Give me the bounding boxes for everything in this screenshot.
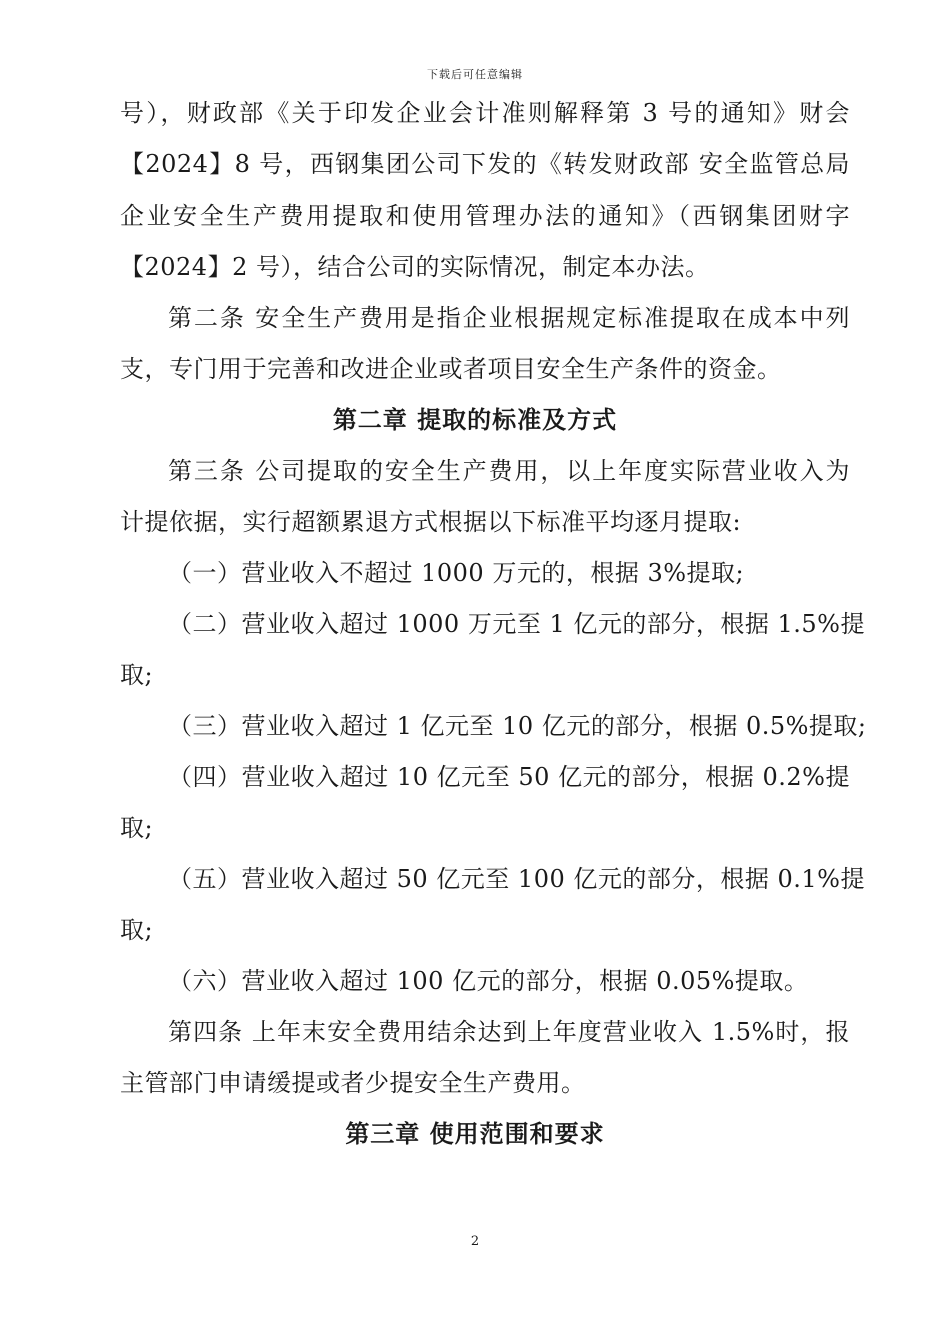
list-item-1: （一）营业收入不超过 1000 万元的，根据 3%提取; xyxy=(168,559,745,587)
list-item-6: （六）营业收入超过 100 亿元的部分，根据 0.05%提取。 xyxy=(168,967,809,995)
paragraph-line: 企业安全生产费用提取和使用管理办法的通知》（西钢集团财字 xyxy=(120,202,850,230)
article-2-line: 支，专门用于完善和改进企业或者项目安全生产条件的资金。 xyxy=(120,355,782,383)
article-3-line: 第三条 公司提取的安全生产费用，以上年度实际营业收入为 xyxy=(168,457,850,485)
list-item-4-cont: 取; xyxy=(120,814,154,842)
paragraph-line: 【2024】8 号，西钢集团公司下发的《转发财政部 安全监管总局 xyxy=(120,150,850,178)
list-item-2: （二）营业收入超过 1000 万元至 1 亿元的部分，根据 1.5%提 xyxy=(168,610,865,638)
chapter-3-heading: 第三章 使用范围和要求 xyxy=(345,1119,605,1148)
page-header: 下载后可任意编辑 xyxy=(427,68,523,81)
article-4-line: 第四条 上年末安全费用结余达到上年度营业收入 1.5%时，报 xyxy=(168,1018,850,1046)
list-item-3: （三）营业收入超过 1 亿元至 10 亿元的部分，根据 0.5%提取; xyxy=(168,712,867,740)
page-number: 2 xyxy=(470,1234,480,1249)
paragraph-line: 【2024】2 号），结合公司的实际情况，制定本办法。 xyxy=(120,253,710,281)
paragraph-line: 号），财政部《关于印发企业会计准则解释第 3 号的通知》财会 xyxy=(120,99,850,127)
list-item-5: （五）营业收入超过 50 亿元至 100 亿元的部分，根据 0.1%提 xyxy=(168,865,865,893)
article-4-line: 主管部门申请缓提或者少提安全生产费用。 xyxy=(120,1069,586,1097)
article-2-line: 第二条 安全生产费用是指企业根据规定标准提取在成本中列 xyxy=(168,304,850,332)
article-3-line: 计提依据，实行超额累退方式根据以下标准平均逐月提取: xyxy=(120,508,742,536)
chapter-2-heading: 第二章 提取的标准及方式 xyxy=(332,405,618,434)
list-item-4: （四）营业收入超过 10 亿元至 50 亿元的部分，根据 0.2%提 xyxy=(168,763,850,791)
list-item-5-cont: 取; xyxy=(120,916,154,944)
list-item-2-cont: 取; xyxy=(120,661,154,689)
